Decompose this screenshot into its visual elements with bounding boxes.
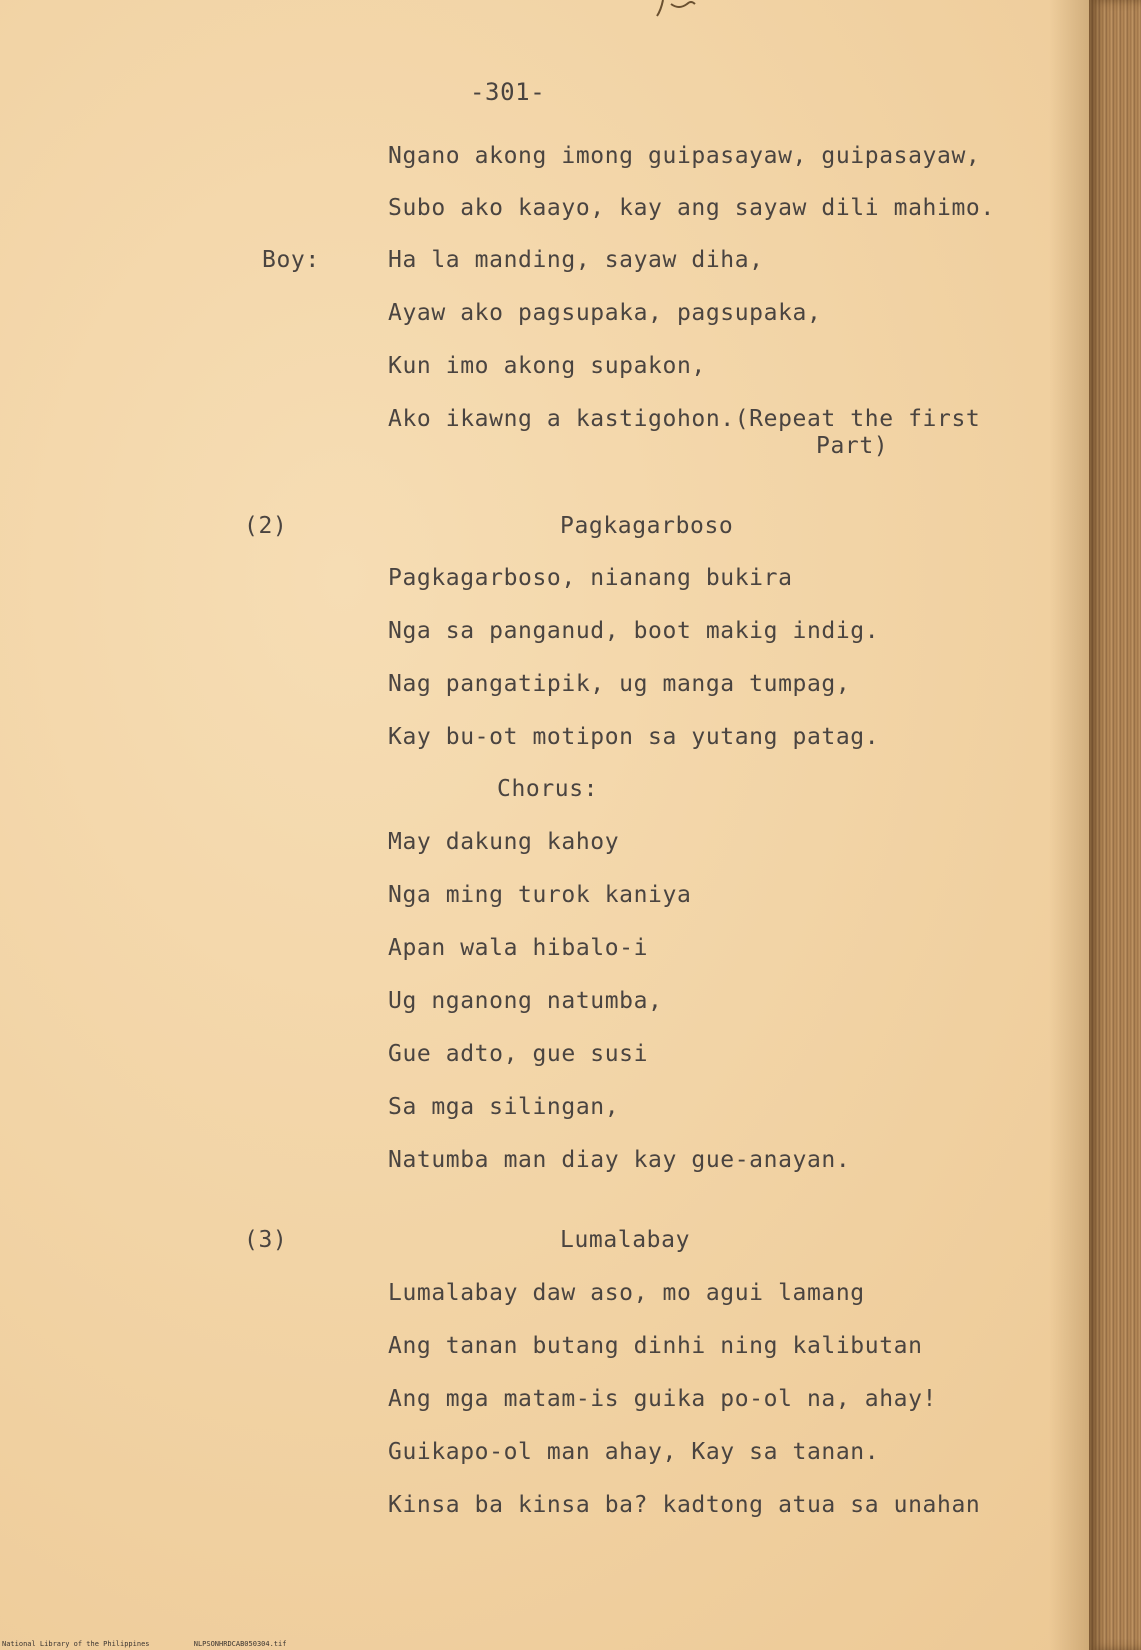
verse-line: Guikapo-ol man ahay, Kay sa tanan. [388, 1439, 880, 1465]
verse-line: Ha la manding, sayaw diha, [388, 247, 764, 273]
library-credit: National Library of the Philippines [2, 1640, 150, 1648]
chorus-line: Sa mga silingan, [388, 1094, 620, 1120]
verse-line: Kinsa ba kinsa ba? kadtong atua sa unahan [388, 1492, 981, 1518]
chorus-line: May dakung kahoy [388, 829, 620, 855]
handwritten-mark [655, 0, 703, 20]
verse-line: Ang mga matam-is guika po-ol na, ahay! [388, 1386, 937, 1412]
file-name: NLPSONHRDCAB050304.tif [193, 1640, 287, 1648]
verse-line: Ang tanan butang dinhi ning kalibutan [388, 1333, 923, 1359]
song-title: Pagkagarboso [560, 513, 734, 539]
section-number: (2) [244, 513, 288, 539]
verse-line: Ako ikawng a kastigohon.(Repeat the first [388, 406, 981, 432]
chorus-line: Ug nganong natumba, [388, 988, 663, 1014]
chorus-line: Nga ming turok kaniya [388, 882, 692, 908]
section-number: (3) [244, 1227, 288, 1253]
chorus-label: Chorus: [497, 776, 599, 802]
verse-line: Nga sa panganud, boot makig indig. [388, 618, 880, 644]
verse-line: Nag pangatipik, ug manga tumpag, [388, 671, 851, 697]
verse-line: Lumalabay daw aso, mo agui lamang [388, 1280, 865, 1306]
verse-line: Subo ako kaayo, kay ang sayaw dili mahimo. [388, 195, 995, 221]
scan-footer [2, 1640, 326, 1648]
speaker-label: Boy: [262, 247, 320, 273]
verse-continuation: Part) [816, 433, 889, 459]
chorus-line: Gue adto, gue susi [388, 1041, 649, 1067]
verse-line: Kay bu-ot motipon sa yutang patag. [388, 724, 880, 750]
song-title: Lumalabay [560, 1227, 691, 1253]
chorus-line: Natumba man diay kay gue-anayan. [388, 1147, 851, 1173]
verse-line: Ngano akong imong guipasayaw, guipasayaw, [388, 143, 981, 169]
binding-shadow [1049, 0, 1089, 1650]
verse-line: Pagkagarboso, nianang bukira [388, 565, 793, 591]
chorus-line: Apan wala hibalo-i [388, 935, 649, 961]
page-number: -301- [470, 78, 546, 106]
book-binding [1089, 0, 1141, 1650]
verse-line: Kun imo akong supakon, [388, 353, 706, 379]
verse-line: Ayaw ako pagsupaka, pagsupaka, [388, 300, 822, 326]
